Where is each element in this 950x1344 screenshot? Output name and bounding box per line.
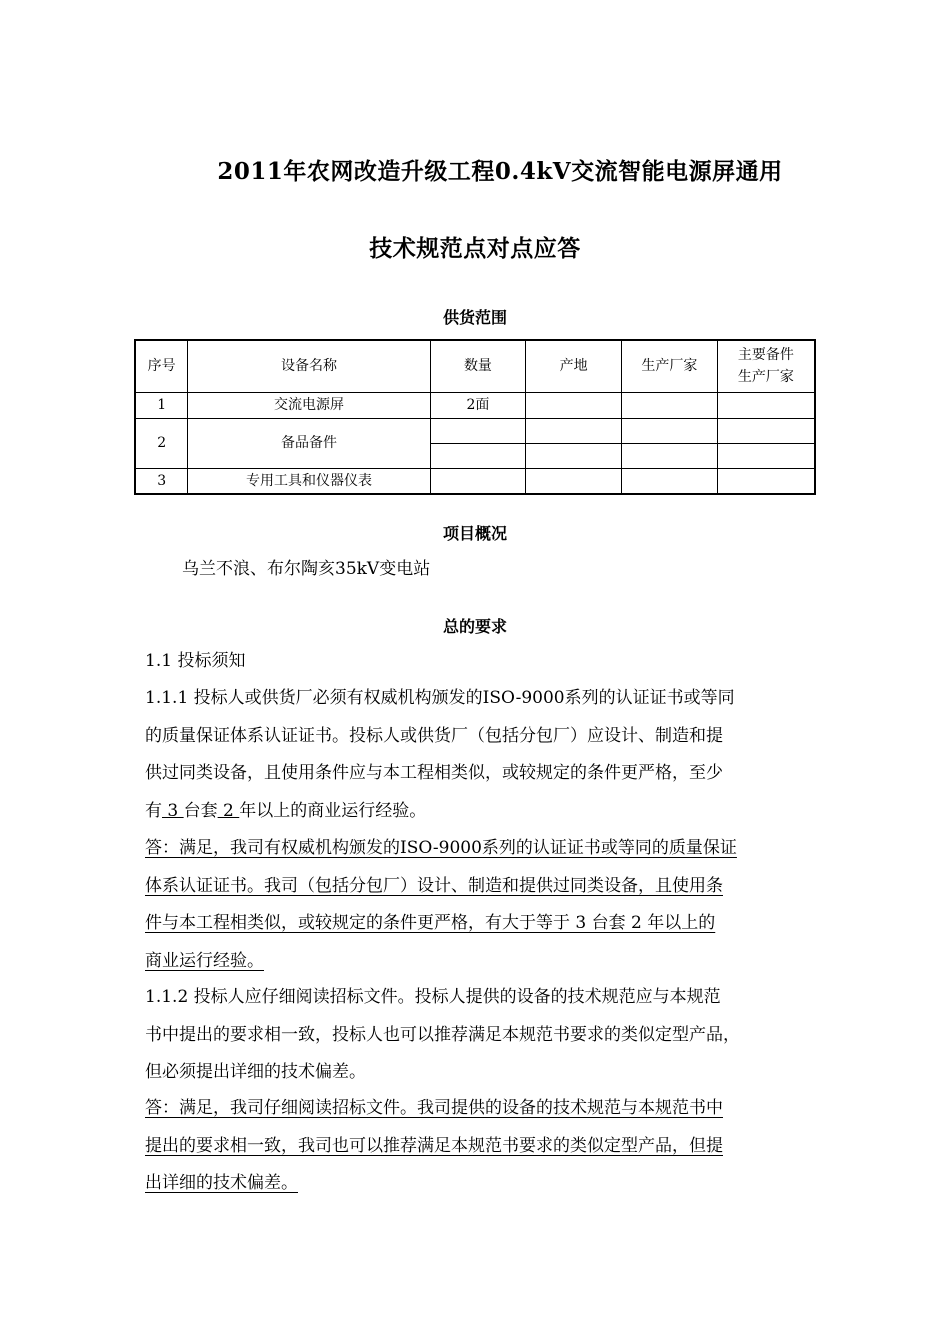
supply-table xyxy=(134,339,816,495)
table-row xyxy=(135,392,815,418)
unit-count: 3 xyxy=(162,800,184,821)
header-no: 序号 xyxy=(135,340,188,392)
clause-line xyxy=(145,793,810,831)
clause-text: 年以上的商业运行经验。 xyxy=(239,800,427,821)
row2b-manufacturer xyxy=(622,443,718,468)
row1-no: 1 xyxy=(135,392,188,418)
row2a-origin xyxy=(526,418,622,443)
project-overview-heading: 项目概况 xyxy=(442,524,507,543)
row2-name: 备品备件 xyxy=(188,418,430,468)
row2b-origin xyxy=(526,443,622,468)
answer-line: 体系认证证书。我司（包括分包厂）设计、制造和提供过同类设备，且使用条 xyxy=(145,875,723,896)
general-requirements-heading: 总的要求 xyxy=(442,617,507,636)
header-spare-line2: 生产厂家 xyxy=(737,369,794,386)
row3-name: 专用工具和仪器仪表 xyxy=(188,468,430,494)
clause-line: 的质量保证体系认证证书。投标人或供货厂（包括分包厂）应设计、制造和提 xyxy=(145,725,723,746)
header-origin: 产地 xyxy=(526,340,622,392)
clause-line: 供过同类设备，且使用条件应与本工程相类似，或较规定的条件更严格，至少 xyxy=(145,763,723,783)
clause-line: 1.1.2 投标人应仔细阅读招标文件。投标人提供的设备的技术规范应与本规范 xyxy=(145,987,721,1007)
row2b-qty xyxy=(430,443,526,468)
row3-qty xyxy=(430,468,526,494)
header-name: 设备名称 xyxy=(188,340,430,392)
clause-1-1-2 xyxy=(145,979,810,1092)
header-manufacturer: 生产厂家 xyxy=(622,340,718,392)
table-row xyxy=(135,468,815,494)
row2a-spare xyxy=(717,418,815,443)
row3-spare xyxy=(717,468,815,494)
answer-line: 提出的要求相一致，我司也可以推荐满足本规范书要求的类似定型产品，但提 xyxy=(145,1135,723,1156)
row2b-spare xyxy=(717,443,815,468)
clause-line: 书中提出的要求相一致，投标人也可以推荐满足本规范书要求的类似定型产品， xyxy=(145,1024,740,1045)
answer-line: 商业运行经验。 xyxy=(145,950,264,971)
row3-origin xyxy=(526,468,622,494)
clause-1-1-1 xyxy=(145,680,810,830)
row1-manufacturer xyxy=(622,392,718,418)
project-overview-text xyxy=(182,551,847,589)
row2a-manufacturer xyxy=(622,418,718,443)
row3-manufacturer xyxy=(622,468,718,494)
answer-line: 件与本工程相类似，或较规定的条件更严格，有大于等于 3 台套 2 年以上的 xyxy=(145,913,716,933)
document-title-line2: 技术规范点对点应答 xyxy=(369,235,581,262)
section-1-1 xyxy=(145,643,810,681)
table-header-row xyxy=(135,340,815,392)
table-row xyxy=(135,418,815,443)
year-count: 2 xyxy=(217,800,240,821)
answer-line: 出详细的技术偏差。 xyxy=(145,1173,298,1193)
document-title-line1: 2011年农网改造升级工程0.4kV交流智能电源屏通用 xyxy=(217,158,783,185)
clause-text: 台套 xyxy=(183,800,218,821)
answer-1-1-1 xyxy=(145,830,810,980)
clause-line: 1.1.1 投标人或供货厂必须有权威机构颁发的ISO-9000系列的认证证书或等同 xyxy=(145,688,735,708)
answer-line: 答：满足，我司仔细阅读招标文件。我司提供的设备的技术规范与本规范书中 xyxy=(145,1098,723,1118)
clause-text: 有 xyxy=(145,800,162,821)
row1-spare xyxy=(717,392,815,418)
answer-line: 答：满足，我司有权威机构颁发的ISO-9000系列的认证证书或等同的质量保证 xyxy=(145,838,737,858)
row1-name: 交流电源屏 xyxy=(188,392,430,418)
header-qty: 数量 xyxy=(430,340,526,392)
section-1-1-title: 1.1 投标须知 xyxy=(145,651,246,671)
header-spare-line1: 主要备件 xyxy=(737,347,794,364)
clause-line: 但必须提出详细的技术偏差。 xyxy=(145,1062,366,1082)
row1-origin xyxy=(526,392,622,418)
row2a-qty xyxy=(430,418,526,443)
row2-no: 2 xyxy=(135,418,188,468)
answer-1-1-2 xyxy=(145,1090,810,1203)
overview-line: 乌兰不浪、布尔陶亥35kV变电站 xyxy=(182,559,431,579)
header-spare-manufacturer xyxy=(717,340,815,392)
row3-no: 3 xyxy=(135,468,188,494)
row1-qty: 2面 xyxy=(430,392,526,418)
supply-scope-heading: 供货范围 xyxy=(442,308,507,327)
